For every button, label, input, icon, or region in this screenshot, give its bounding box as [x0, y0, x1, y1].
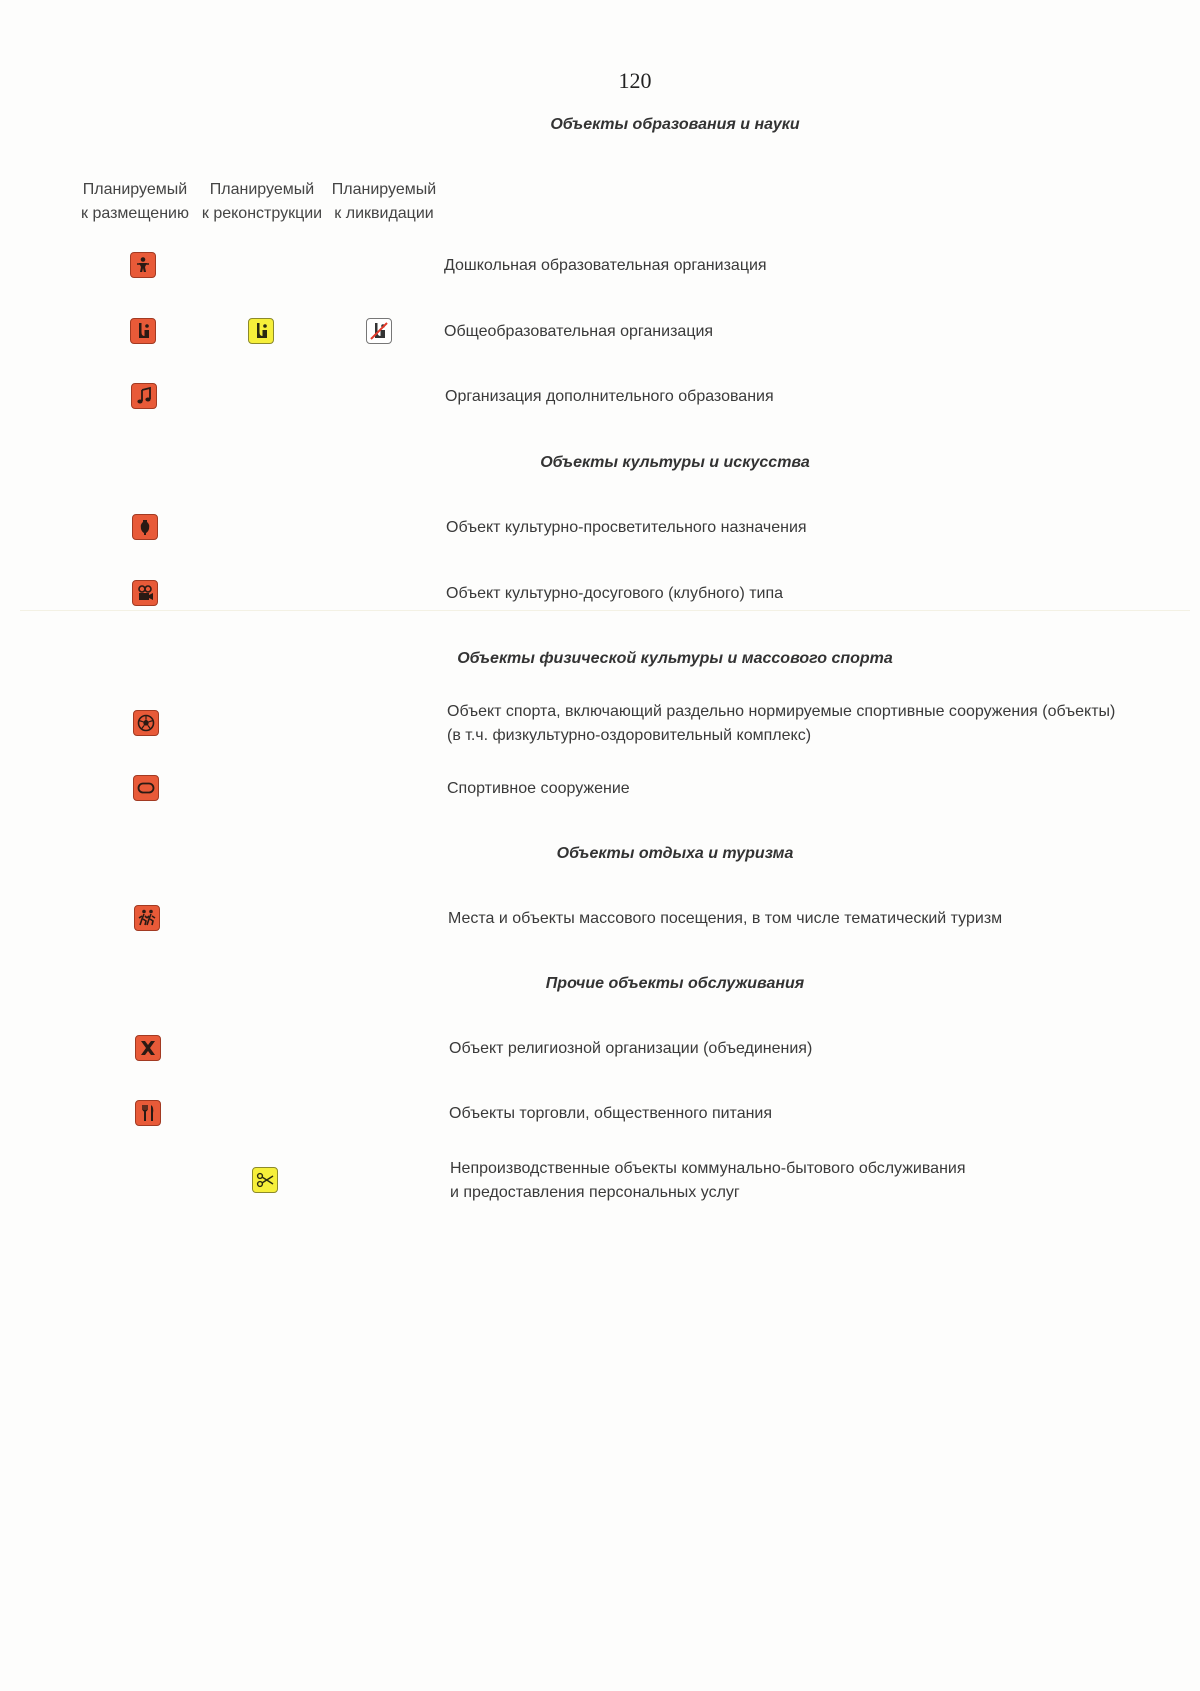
legend-label-household-services — [450, 1157, 966, 1205]
legend-label-sport-complex — [447, 700, 1115, 748]
legend-label-preschool: Дошкольная образовательная организация — [444, 257, 767, 274]
legend-label-club: Объект культурно-досугового (клубного) типа — [446, 585, 784, 602]
legend-label-general-school: Общеобразовательная организация — [444, 323, 714, 340]
legend-label-additional-education: Организация дополнительного образования — [445, 388, 774, 405]
column-header-line: к реконструкции — [201, 205, 323, 222]
legend-label-trade-catering: Объекты торговли, общественного питания — [449, 1105, 773, 1122]
column-header-line: к размещению — [81, 205, 189, 222]
column-header-line: Планируемый — [209, 181, 315, 198]
legend-label-line: (в т.ч. физкультурно-оздоровительный комплекс) — [447, 727, 812, 744]
stadium-icon — [133, 775, 159, 801]
section-title-sport: Объекты физической культуры и массового спорта — [457, 650, 893, 667]
column-header-planned-liquidation — [319, 178, 449, 226]
divider — [20, 610, 1190, 611]
school-icon — [130, 318, 156, 344]
film-camera-icon — [132, 580, 158, 606]
legend-label-line: Объект спорта, включающий раздельно нормируемые спортивные сооружения (объекты) — [447, 703, 1116, 720]
section-title-education: Объекты образования и науки — [550, 116, 800, 133]
legend-label-tourism: Места и объекты массового посещения, в том числе тематический туризм — [448, 910, 1003, 927]
legend-label-line: Непроизводственные объекты коммунально-бытового обслуживания — [450, 1160, 966, 1177]
legend-label-religious: Объект религиозной организации (объединения) — [449, 1040, 813, 1057]
legend-label-line: и предоставления персональных услуг — [450, 1184, 740, 1201]
legend-label-sports-facility: Спортивное сооружение — [447, 780, 630, 797]
section-title-tourism: Объекты отдыха и туризма — [556, 845, 794, 862]
music-note-icon — [131, 383, 157, 409]
vase-icon — [132, 514, 158, 540]
column-header-line: Планируемый — [82, 181, 188, 198]
section-title-culture: Объекты культуры и искусства — [540, 454, 810, 471]
school-icon — [366, 318, 392, 344]
column-header-planned-reconstruction — [197, 178, 327, 226]
fork-knife-icon — [135, 1100, 161, 1126]
child-icon — [130, 252, 156, 278]
school-icon — [248, 318, 274, 344]
section-title-other: Прочие объекты обслуживания — [545, 975, 805, 992]
religious-cross-icon — [135, 1035, 161, 1061]
soccer-ball-icon — [133, 710, 159, 736]
page-number: 120 — [618, 68, 652, 93]
column-header-planned-placement — [70, 178, 200, 226]
column-header-line: к ликвидации — [334, 205, 434, 222]
column-header-line: Планируемый — [331, 181, 437, 198]
scissors-icon — [252, 1167, 278, 1193]
legend-label-cultural-educational: Объект культурно-просветительного назначения — [446, 519, 807, 536]
hikers-icon — [134, 905, 160, 931]
